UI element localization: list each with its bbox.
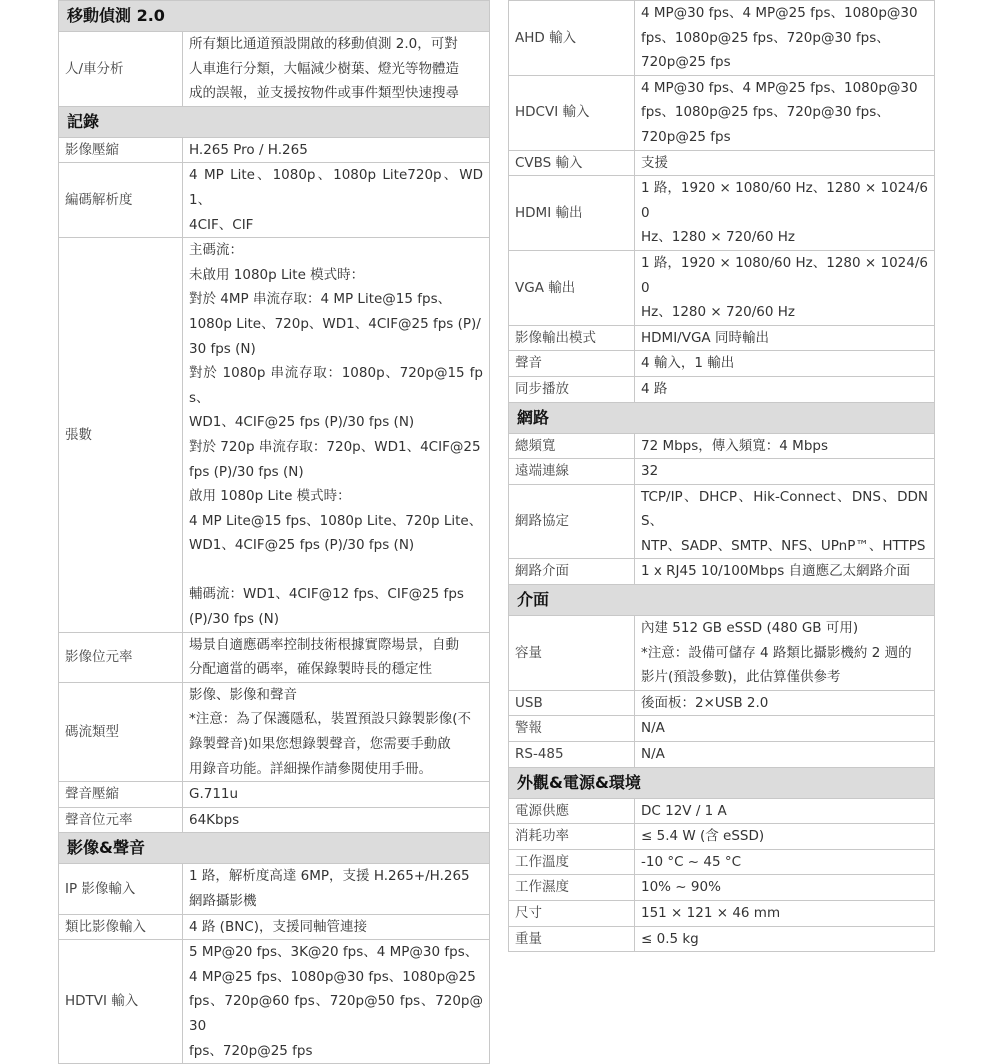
spec-row <box>509 250 935 325</box>
spec-label: 碼流類型 <box>59 682 183 781</box>
spec-value <box>635 901 935 927</box>
spec-label: 人/車分析 <box>59 32 183 107</box>
spec-value-line: fps、1080p@25 fps、720p@30 fps、 <box>641 29 890 46</box>
spec-value <box>635 690 935 716</box>
spec-row <box>59 940 490 1064</box>
spec-value-line: NTP、SADP、SMTP、NFS、UPnP™、HTTPS <box>641 537 926 554</box>
section-title: 影像&聲音 <box>59 833 490 864</box>
spec-value-line: 720p@25 fps <box>641 54 731 71</box>
spec-row <box>509 150 935 176</box>
spec-value-line: fps、720p@60 fps、720p@50 fps、720p@30 <box>189 993 483 1034</box>
spec-value-line: 人車進行分類，大幅減少樹葉、燈光等物體造 <box>189 60 459 77</box>
spec-label: 張數 <box>59 238 183 633</box>
spec-value-line: fps、720p@25 fps <box>189 1042 313 1059</box>
spec-row <box>59 782 490 808</box>
spec-value <box>183 238 490 633</box>
spec-value-line: Hz、1280 × 720/60 Hz <box>641 304 796 321</box>
section-title: 網路 <box>509 402 935 433</box>
spec-row <box>509 459 935 485</box>
spec-row <box>509 926 935 952</box>
spec-value <box>183 32 490 107</box>
spec-row <box>59 914 490 940</box>
spec-value <box>635 376 935 402</box>
spec-value-line: 影片(預設參數)，此估算僅供參考 <box>641 669 841 686</box>
spec-value-line: WD1、4CIF@25 fps (P)/30 fps (N) <box>189 414 415 431</box>
section-header-row <box>59 833 490 864</box>
spec-row <box>509 875 935 901</box>
spec-table-right-body <box>509 1 935 952</box>
spec-row <box>509 824 935 850</box>
spec-value-line: 72 Mbps，傳入頻寬：4 Mbps <box>641 437 828 454</box>
spec-value-line: 1 x RJ45 10/100Mbps 自適應乙太網路介面 <box>641 563 911 580</box>
spec-label: RS-485 <box>509 742 635 768</box>
spec-label: 類比影像輸入 <box>59 914 183 940</box>
spec-label: 影像輸出模式 <box>509 325 635 351</box>
spec-value-line: 4CIF、CIF <box>189 216 254 233</box>
spec-label: AHD 輸入 <box>509 1 635 76</box>
spec-value <box>635 250 935 325</box>
spec-value-line: DC 12V / 1 A <box>641 802 727 819</box>
spec-label: 警報 <box>509 716 635 742</box>
spec-table-left <box>58 0 490 1064</box>
spec-value <box>635 616 935 691</box>
section-title: 外觀&電源&環境 <box>509 767 935 798</box>
spec-label: 網路介面 <box>509 559 635 585</box>
spec-value <box>635 459 935 485</box>
spec-value <box>635 716 935 742</box>
spec-value <box>183 782 490 808</box>
spec-label: 消耗功率 <box>509 824 635 850</box>
spec-label: 聲音 <box>509 351 635 377</box>
spec-row <box>509 176 935 251</box>
spec-value <box>183 807 490 833</box>
spec-value-line: (P)/30 fps (N) <box>189 611 279 628</box>
section-title: 記錄 <box>59 106 490 137</box>
spec-label: 遠端連線 <box>509 459 635 485</box>
spec-value <box>635 926 935 952</box>
spec-label: 總頻寬 <box>509 433 635 459</box>
spec-row <box>59 137 490 163</box>
spec-value <box>635 484 935 559</box>
spec-value-line: 4 MP@30 fps、4 MP@25 fps、1080p@30 <box>641 5 918 21</box>
spec-value-line: 1080p Lite、720p、WD1、4CIF@25 fps (P)/ <box>189 315 481 332</box>
spec-value-line: 影像、影像和聲音 <box>189 686 297 703</box>
spec-value-line: 未啟用 1080p Lite 模式時： <box>189 266 365 283</box>
spec-value-line: 分配適當的碼率，確保錄製時長的穩定性 <box>189 661 432 678</box>
spec-value <box>183 137 490 163</box>
spec-label: IP 影像輸入 <box>59 864 183 914</box>
spec-label: 電源供應 <box>509 798 635 824</box>
spec-label: 影像位元率 <box>59 632 183 682</box>
spec-row <box>509 376 935 402</box>
spec-value-line: HDMI/VGA 同時輸出 <box>641 329 769 346</box>
spec-value <box>635 1 935 76</box>
spec-value-line: 輔碼流：WD1、4CIF@12 fps、CIF@25 fps <box>189 586 464 603</box>
spec-label: 影像壓縮 <box>59 137 183 163</box>
spec-row <box>59 807 490 833</box>
spec-value <box>635 559 935 585</box>
spec-value <box>183 864 490 914</box>
spec-row <box>509 690 935 716</box>
spec-value <box>635 742 935 768</box>
spec-value-line: ≤ 0.5 kg <box>641 930 699 947</box>
spec-value-line: 1 路，1920 × 1080/60 Hz、1280 × 1024/60 <box>641 180 928 221</box>
spec-value-line: G.711u <box>189 786 239 803</box>
spec-value-line: 場景自適應碼率控制技術根據實際場景，自動 <box>189 636 459 653</box>
spec-value-line: 4 MP@25 fps、1080p@30 fps、1080p@25 <box>189 968 476 985</box>
spec-label: 網路協定 <box>509 484 635 559</box>
spec-value-line: 4 MP Lite@15 fps、1080p Lite、720p Lite、 <box>189 512 483 529</box>
spec-row <box>509 901 935 927</box>
spec-row <box>59 163 490 238</box>
spec-value-line: 1 路，1920 × 1080/60 Hz、1280 × 1024/60 <box>641 254 928 296</box>
spec-row <box>509 1 935 76</box>
spec-table-left-column <box>58 0 490 1064</box>
spec-value-line: 成的誤報，並支援按物件或事件類型快速搜尋 <box>189 85 459 102</box>
spec-value <box>183 914 490 940</box>
section-header-row <box>509 767 935 798</box>
spec-value <box>635 75 935 150</box>
spec-value <box>635 433 935 459</box>
spec-label: CVBS 輸入 <box>509 150 635 176</box>
spec-value <box>183 163 490 238</box>
spec-value-line: fps、1080p@25 fps、720p@30 fps、 <box>641 104 890 121</box>
spec-value-line: fps (P)/30 fps (N) <box>189 463 304 480</box>
spec-value-line: N/A <box>641 746 665 763</box>
spec-value-line: 後面板：2×USB 2.0 <box>641 694 769 711</box>
spec-label: 聲音位元率 <box>59 807 183 833</box>
spec-value <box>635 150 935 176</box>
section-header-row <box>59 1 490 32</box>
spec-row <box>509 351 935 377</box>
spec-value <box>183 940 490 1064</box>
spec-row <box>509 742 935 768</box>
section-title: 移動偵測 2.0 <box>59 1 490 32</box>
spec-value-line: 主碼流： <box>189 242 243 259</box>
spec-row <box>509 849 935 875</box>
spec-row <box>59 682 490 781</box>
spec-value-line: 用錄音功能。詳細操作請參閱使用手冊。 <box>189 760 432 777</box>
spec-value <box>635 176 935 251</box>
spec-value-line: 網路攝影機 <box>189 893 257 909</box>
spec-value-line: 64Kbps <box>189 811 240 828</box>
spec-value <box>635 351 935 377</box>
spec-row <box>509 484 935 559</box>
spec-value-line: 錄製聲音)如果您想錄製聲音，您需要手動啟 <box>189 736 451 753</box>
spec-row <box>509 433 935 459</box>
spec-label: 容量 <box>509 616 635 691</box>
section-title: 介面 <box>509 585 935 616</box>
spec-value <box>183 682 490 781</box>
spec-table-right <box>508 0 935 952</box>
spec-value-line: 對於 4MP 串流存取：4 MP Lite@15 fps、 <box>189 291 452 308</box>
spec-value <box>635 824 935 850</box>
spec-value <box>635 325 935 351</box>
spec-label: VGA 輸出 <box>509 250 635 325</box>
spec-label: HDTVI 輸入 <box>59 940 183 1064</box>
spec-value-line: 啟用 1080p Lite 模式時： <box>189 488 351 505</box>
spec-value-line: -10 °C ~ 45 °C <box>641 853 742 870</box>
spec-value-line: H.265 Pro / H.265 <box>189 141 308 158</box>
spec-row <box>509 325 935 351</box>
spec-value-line: *注意：設備可儲存 4 路類比攝影機約 2 週的 <box>641 644 912 661</box>
spec-row <box>59 632 490 682</box>
spec-label: 聲音壓縮 <box>59 782 183 808</box>
spec-label: 工作溫度 <box>509 849 635 875</box>
spec-label: HDMI 輸出 <box>509 176 635 251</box>
spec-value-line: 1 路，解析度高達 6MP，支援 H.265+/H.265 <box>189 868 470 885</box>
spec-row <box>509 616 935 691</box>
spec-value-line: 4 輸入，1 輸出 <box>641 355 735 372</box>
spec-value-line: 4 MP@30 fps、4 MP@25 fps、1080p@30 <box>641 79 918 96</box>
spec-row <box>509 716 935 742</box>
spec-value <box>183 632 490 682</box>
spec-value-line: 4 路 (BNC)，支援同軸管連接 <box>189 918 367 935</box>
spec-row <box>59 864 490 914</box>
section-header-row <box>59 106 490 137</box>
spec-row <box>59 32 490 107</box>
spec-row <box>59 238 490 633</box>
spec-label: HDCVI 輸入 <box>509 75 635 150</box>
section-header-row <box>509 585 935 616</box>
spec-row <box>509 798 935 824</box>
spec-value-line: 對於 720p 串流存取：720p、WD1、4CIF@25 <box>189 438 481 455</box>
spec-label: 重量 <box>509 926 635 952</box>
spec-label: 同步播放 <box>509 376 635 402</box>
spec-value-line: 4 路 <box>641 380 668 397</box>
spec-value-line: 4 MP Lite、1080p、1080p Lite720p、WD1、 <box>189 167 483 208</box>
spec-value-line: 32 <box>641 463 659 480</box>
spec-value <box>635 849 935 875</box>
spec-value-line: 720p@25 fps <box>641 128 731 145</box>
spec-label: USB <box>509 690 635 716</box>
spec-value-line: *注意：為了保護隱私，裝置預設只錄製影像(不 <box>189 711 472 728</box>
spec-row <box>509 559 935 585</box>
spec-value-line: 支援 <box>641 154 668 171</box>
spec-table-left-body <box>59 1 490 1064</box>
spec-value <box>635 875 935 901</box>
spec-value <box>635 798 935 824</box>
spec-label: 尺寸 <box>509 901 635 927</box>
spec-value-line: 10% ~ 90% <box>641 879 721 896</box>
spec-value-line: ≤ 5.4 W (含 eSSD) <box>641 828 765 845</box>
spec-label: 編碼解析度 <box>59 163 183 238</box>
spec-row <box>509 75 935 150</box>
spec-value-line: 所有類比通道預設開啟的移動偵測 2.0，可對 <box>189 36 458 52</box>
spec-value-line: 30 fps (N) <box>189 340 256 357</box>
section-header-row <box>509 402 935 433</box>
spec-value-line: Hz、1280 × 720/60 Hz <box>641 229 796 246</box>
spec-value-line: N/A <box>641 720 665 737</box>
spec-value-line: 內建 512 GB eSSD (480 GB 可用) <box>641 620 859 637</box>
spec-label: 工作濕度 <box>509 875 635 901</box>
spec-value-line: WD1、4CIF@25 fps (P)/30 fps (N) <box>189 537 415 554</box>
spec-value-line: TCP/IP、DHCP、Hik-Connect、DNS、DDNS、 <box>641 488 928 530</box>
spec-value-line: 151 × 121 × 46 mm <box>641 905 781 921</box>
spec-value-line: 5 MP@20 fps、3K@20 fps、4 MP@30 fps、 <box>189 944 479 961</box>
spec-value-line: 對於 1080p 串流存取：1080p、720p@15 fps、 <box>189 365 483 406</box>
spec-value-line <box>189 558 483 583</box>
spec-table-right-column <box>508 0 935 952</box>
